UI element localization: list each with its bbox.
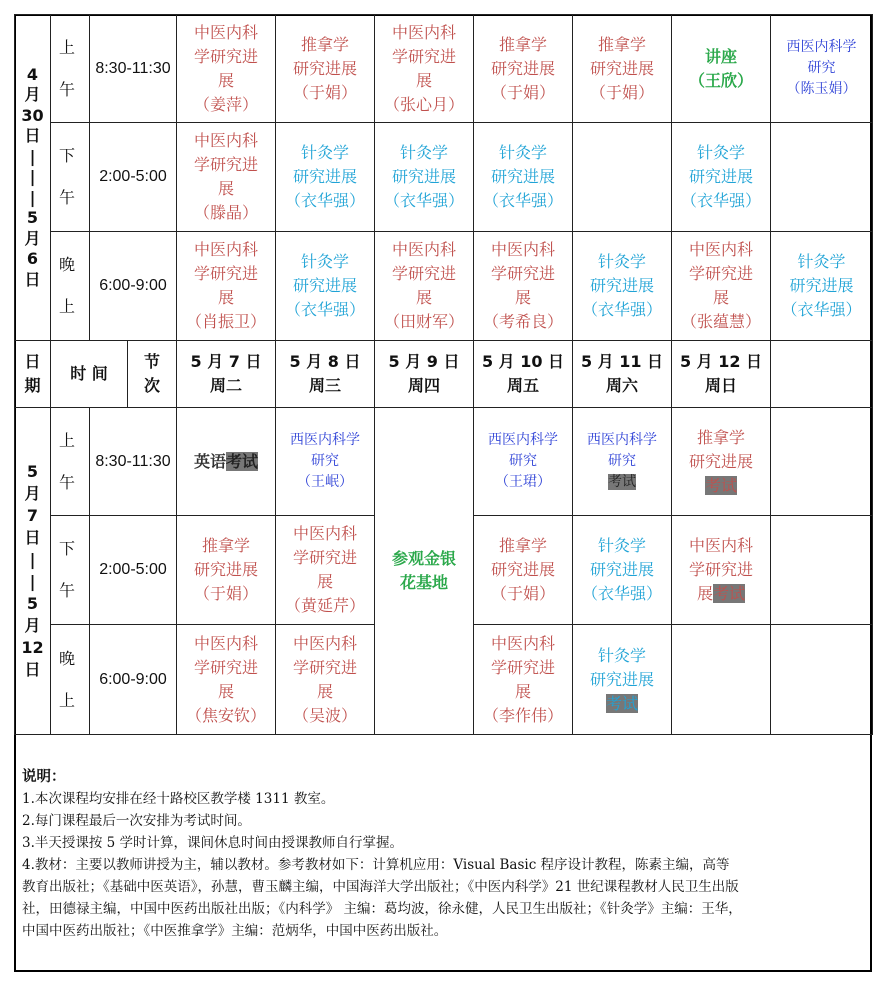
course-line: 推拿学 xyxy=(201,536,250,555)
course-cell xyxy=(276,15,375,123)
english-subject: 英语 xyxy=(193,451,226,471)
course-line: 中医内科 xyxy=(391,240,456,259)
course-line: （衣华强） xyxy=(680,191,761,210)
course-line: 研究进展 xyxy=(292,58,357,78)
course-line: 推拿学 xyxy=(597,34,646,54)
course-line: （衣华强） xyxy=(781,300,862,319)
course-cell xyxy=(573,408,672,516)
notes-title: 说明： xyxy=(22,769,66,785)
day-header-line: 5 月 7 日 xyxy=(190,352,262,371)
course-line: 推拿学 xyxy=(498,34,547,54)
day-header xyxy=(177,341,276,408)
day-header-line: 周四 xyxy=(407,376,440,395)
course-line: 中医内科 xyxy=(292,633,357,653)
date-char: | xyxy=(29,572,36,591)
course-line xyxy=(573,472,671,493)
course-line: 研究进展 xyxy=(589,560,654,579)
date-char: | xyxy=(29,187,36,207)
period-label xyxy=(51,516,90,625)
time-slot: 2:00-5:00 xyxy=(90,123,177,232)
course-line: （王欣） xyxy=(688,70,753,90)
notes-item: 4.教材：主要以教师讲授为主，辅以教材。参考教材如下：计算机应用：Visual Basic 程序设计教程，陈素主编，高等 xyxy=(22,857,730,873)
header-char: 次 xyxy=(143,376,160,395)
course-text: 展 xyxy=(696,584,713,603)
date-column-header xyxy=(15,341,51,408)
course-line: 针灸学 xyxy=(300,252,349,271)
empty-cell xyxy=(771,516,873,625)
course-cell xyxy=(276,625,375,735)
course-cell xyxy=(573,123,672,232)
course-line: 推拿学 xyxy=(696,427,745,447)
course-line: 针灸学 xyxy=(597,252,646,271)
period-char: 上 xyxy=(59,297,76,316)
course-line: （于娟） xyxy=(490,584,555,603)
course-line: 研究进展 xyxy=(688,167,753,186)
course-line: 西医内科学 xyxy=(587,432,657,448)
date-char: 5 xyxy=(26,462,39,481)
course-line: 展 xyxy=(514,681,531,701)
day-header-line: 周五 xyxy=(506,376,539,395)
course-line: 推拿学 xyxy=(300,34,349,54)
course-line: 研究 xyxy=(807,60,836,76)
course-line: （于娟） xyxy=(193,584,258,603)
course-cell xyxy=(672,232,771,341)
header-char: 节 xyxy=(143,352,160,371)
course-line: 展 xyxy=(415,288,432,307)
course-line: 西医内科学 xyxy=(786,39,857,55)
course-line: （衣华强） xyxy=(383,191,464,210)
time-slot: 8:30-11:30 xyxy=(90,15,177,123)
day-header xyxy=(276,341,375,408)
day-header-line: 5 月 10 日 xyxy=(481,352,565,371)
course-line: 展 xyxy=(217,288,234,307)
date-char: 日 xyxy=(24,660,41,679)
date-char: 日 xyxy=(24,269,41,289)
course-line: 针灸学 xyxy=(797,252,846,271)
header-row xyxy=(15,341,873,408)
period-char: 上 xyxy=(59,430,76,450)
course-line xyxy=(672,474,770,498)
day-header-line: 周三 xyxy=(308,376,341,395)
course-line: 学研究进 xyxy=(490,264,555,283)
course-line: 研究进展 xyxy=(589,276,654,295)
course-line: 研究 xyxy=(311,453,339,469)
course-line: 学研究进 xyxy=(193,155,258,174)
course-line: 学研究进 xyxy=(688,560,753,579)
header-char: 期 xyxy=(24,376,41,395)
course-line: （肖振卫） xyxy=(185,312,266,331)
week1-afternoon-row xyxy=(15,123,873,232)
period-label xyxy=(51,232,90,341)
course-line: （衣华强） xyxy=(581,584,662,603)
week1-evening-row xyxy=(15,232,873,341)
course-cell xyxy=(573,625,672,735)
course-line: 展 xyxy=(217,681,234,701)
date-char: | xyxy=(29,146,36,166)
course-line: （张蕴慧） xyxy=(680,312,761,331)
date-char: 6 xyxy=(26,249,39,269)
course-line: 推拿学 xyxy=(498,536,547,555)
date-char: 月 xyxy=(24,616,41,635)
course-line: （于娟） xyxy=(490,82,555,102)
date-char: 日 xyxy=(24,528,41,547)
course-line: 针灸学 xyxy=(399,143,448,162)
day-header-line: 5 月 9 日 xyxy=(388,352,460,371)
course-line: 展 xyxy=(514,288,531,307)
period-char: 上 xyxy=(59,690,76,710)
day-header xyxy=(771,341,873,408)
course-line: （田财军） xyxy=(383,312,464,331)
period-label xyxy=(51,15,90,123)
course-cell xyxy=(771,232,873,341)
course-cell xyxy=(177,123,276,232)
course-line: 学研究进 xyxy=(193,657,258,677)
period-char: 上 xyxy=(59,37,76,57)
course-line: （衣华强） xyxy=(284,300,365,319)
header-char: 日 xyxy=(24,352,41,371)
date-char: 月 xyxy=(24,228,41,248)
course-line: 展 xyxy=(316,681,333,701)
course-cell xyxy=(771,123,873,232)
course-cell xyxy=(177,516,276,625)
period-char: 午 xyxy=(59,472,76,492)
course-line: 西医内科学 xyxy=(488,432,558,448)
course-line: 研究进展 xyxy=(490,167,555,186)
day-header-line: 周日 xyxy=(704,376,737,395)
notes-item: 3.半天授课按 5 学时计算，课间休息时间由授课教师自行掌握。 xyxy=(22,835,404,851)
course-line: 展 xyxy=(712,288,729,307)
course-line: 花基地 xyxy=(399,573,448,592)
date-char: 7 xyxy=(26,506,39,525)
course-line: 中医内科 xyxy=(292,524,357,543)
course-line: 针灸学 xyxy=(597,536,646,555)
empty-cell xyxy=(771,625,873,735)
course-line: 中医内科 xyxy=(193,240,258,259)
course-cell xyxy=(672,123,771,232)
course-line: 学研究进 xyxy=(292,657,357,677)
course-cell xyxy=(573,15,672,123)
course-cell xyxy=(276,232,375,341)
course-line: （于娟） xyxy=(589,82,654,102)
day-header xyxy=(672,341,771,408)
course-line: 讲座 xyxy=(704,46,737,66)
notes-item: 2.每门课程最后一次安排为考试时间。 xyxy=(22,813,251,829)
exam-marker: 考试 xyxy=(713,584,746,603)
week2-date-label xyxy=(15,408,51,735)
day-header xyxy=(375,341,474,408)
course-cell xyxy=(177,232,276,341)
period-char: 午 xyxy=(59,581,76,600)
course-line: 研究进展 xyxy=(292,167,357,186)
course-line: 研究进展 xyxy=(292,276,357,295)
course-cell xyxy=(276,516,375,625)
notes-item: 中国中医药出版社；《中医推拿学》主编：范炳华，中国中医药出版社。 xyxy=(22,923,448,939)
course-line: 研究进展 xyxy=(589,669,654,689)
course-line: （李作伟） xyxy=(482,705,563,725)
period-label xyxy=(51,123,90,232)
course-line: 研究进展 xyxy=(490,560,555,579)
course-cell xyxy=(177,625,276,735)
course-line: 学研究进 xyxy=(193,46,258,66)
date-char: 日 xyxy=(24,126,41,146)
course-cell xyxy=(474,123,573,232)
time-slot: 6:00-9:00 xyxy=(90,625,177,735)
notes-item: 1.本次课程均安排在经十路校区教学楼 1311 教室。 xyxy=(22,791,335,807)
week2-morning-row xyxy=(15,408,873,516)
course-cell xyxy=(672,408,771,516)
period-label xyxy=(51,625,90,735)
course-line: 研究 xyxy=(608,453,636,469)
day-header xyxy=(474,341,573,408)
course-line: （考希良） xyxy=(482,312,563,331)
course-cell xyxy=(375,15,474,123)
course-cell xyxy=(276,123,375,232)
course-line: 研究进展 xyxy=(391,167,456,186)
schedule-table xyxy=(14,14,873,735)
course-line: 中医内科 xyxy=(193,22,258,42)
course-line xyxy=(573,692,671,716)
date-char: 5 xyxy=(26,594,39,613)
course-line: 针灸学 xyxy=(696,143,745,162)
time-slot: 6:00-9:00 xyxy=(90,232,177,341)
date-char: 12 xyxy=(21,638,44,657)
course-line: （滕晶） xyxy=(193,203,258,222)
course-cell xyxy=(573,516,672,625)
course-cell xyxy=(672,15,771,123)
course-line: （王珺） xyxy=(495,474,551,490)
period-char: 午 xyxy=(59,188,76,207)
week1-date-label xyxy=(15,15,51,341)
course-line: 学研究进 xyxy=(490,657,555,677)
course-line: 学研究进 xyxy=(688,264,753,283)
period-header-label xyxy=(127,341,176,407)
course-line: （焦安钦） xyxy=(185,705,266,725)
course-line: （吴波） xyxy=(292,705,357,725)
course-line: 学研究进 xyxy=(391,264,456,283)
exam-marker: 考试 xyxy=(704,475,737,495)
course-line: 研究进展 xyxy=(589,58,654,78)
period-char: 晚 xyxy=(59,255,76,274)
notes-item: 教育出版社；《基础中医英语》，孙慧，曹玉麟主编，中国海洋大学出版社；《中医内科学》21 世纪课程教材人民卫生出版 xyxy=(22,879,739,895)
course-line: 研究进展 xyxy=(789,276,854,295)
course-cell xyxy=(474,232,573,341)
course-line: 研究进展 xyxy=(688,451,753,471)
empty-cell xyxy=(771,408,873,516)
date-char: 30 xyxy=(21,105,44,125)
course-line: （王岷） xyxy=(297,474,353,490)
period-char: 晚 xyxy=(59,648,76,668)
day-header-line: 5 月 11 日 xyxy=(580,352,664,371)
course-line: 针灸学 xyxy=(300,143,349,162)
date-char: | xyxy=(29,167,36,187)
course-line: 学研究进 xyxy=(193,264,258,283)
course-line: （衣华强） xyxy=(284,191,365,210)
time-slot: 2:00-5:00 xyxy=(90,516,177,625)
course-line: （陈玉娟） xyxy=(786,81,857,97)
course-line: 中医内科 xyxy=(490,240,555,259)
course-cell xyxy=(474,625,573,735)
period-char: 下 xyxy=(59,146,76,165)
visit-cell xyxy=(375,408,474,735)
course-line: （姜萍） xyxy=(193,94,258,114)
exam-marker: 考试 xyxy=(608,474,636,490)
course-line: 展 xyxy=(217,70,234,90)
course-line xyxy=(672,582,770,606)
day-header-line: 5 月 8 日 xyxy=(289,352,361,371)
period-char: 午 xyxy=(59,79,76,99)
course-line: 针灸学 xyxy=(498,143,547,162)
course-cell xyxy=(771,15,873,123)
course-line: 中医内科 xyxy=(688,240,753,259)
course-line: 展 xyxy=(316,572,333,591)
course-cell xyxy=(375,123,474,232)
day-header-line: 5 月 12 日 xyxy=(679,352,763,371)
course-line: 中医内科 xyxy=(193,131,258,150)
course-line: （衣华强） xyxy=(482,191,563,210)
course-line: 中医内科 xyxy=(193,633,258,653)
time-slot: 8:30-11:30 xyxy=(90,408,177,516)
course-line: 展 xyxy=(415,70,432,90)
date-char: 4 xyxy=(26,64,39,84)
course-line: 西医内科学 xyxy=(290,432,360,448)
time-column-header xyxy=(51,341,177,408)
day-header-line: 周二 xyxy=(209,376,242,395)
course-line: （黄延芹） xyxy=(284,596,365,615)
exam-marker: 考试 xyxy=(226,451,259,471)
course-cell xyxy=(474,15,573,123)
course-line: 参观金银 xyxy=(391,549,456,568)
period-label xyxy=(51,408,90,516)
course-line: （于娟） xyxy=(292,82,357,102)
course-cell xyxy=(375,232,474,341)
course-cell xyxy=(573,232,672,341)
course-line: 学研究进 xyxy=(292,548,357,567)
date-char: | xyxy=(29,550,36,569)
course-cell xyxy=(474,408,573,516)
course-line: 中医内科 xyxy=(490,633,555,653)
notes-item: 社，田德禄主编，中国中医药出版社出版；《内科学》 主编：葛均波，徐永健，人民卫生出版社；《针灸学》主编：王华， xyxy=(22,901,742,917)
course-cell xyxy=(474,516,573,625)
course-line: 学研究进 xyxy=(391,46,456,66)
day-header-line: 周六 xyxy=(605,376,638,395)
course-line: （张心月） xyxy=(383,94,464,114)
course-line: 中医内科 xyxy=(391,22,456,42)
course-line: 研究进展 xyxy=(193,560,258,579)
day-header xyxy=(573,341,672,408)
time-header-label: 时 间 xyxy=(70,364,108,383)
notes-section xyxy=(22,766,864,942)
date-char: 月 xyxy=(24,484,41,503)
course-cell xyxy=(672,516,771,625)
date-char: 月 xyxy=(24,85,41,105)
course-line: 研究 xyxy=(509,453,537,469)
course-line: 中医内科 xyxy=(688,536,753,555)
course-cell xyxy=(276,408,375,516)
empty-cell xyxy=(672,625,771,735)
week1-morning-row xyxy=(15,15,873,123)
english-exam-cell xyxy=(177,408,276,516)
course-line: 展 xyxy=(217,179,234,198)
course-line: （衣华强） xyxy=(581,300,662,319)
course-cell xyxy=(177,15,276,123)
course-line: 针灸学 xyxy=(597,645,646,665)
period-char: 下 xyxy=(59,539,76,558)
exam-marker: 考试 xyxy=(605,693,638,713)
date-char: 5 xyxy=(26,208,39,228)
course-line: 研究进展 xyxy=(490,58,555,78)
